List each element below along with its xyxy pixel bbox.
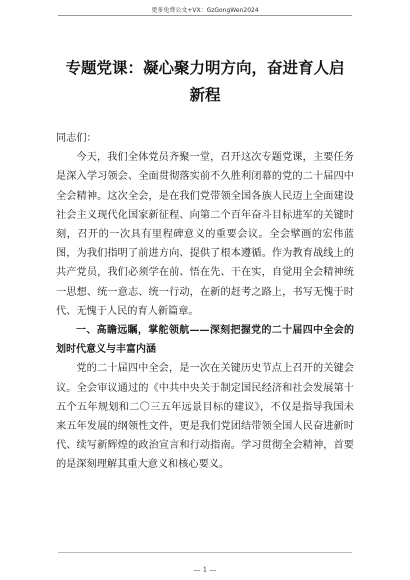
- header-divider: [58, 15, 352, 16]
- page-number: — 1 —: [193, 566, 217, 574]
- section-paragraph: 党的二十届四中全会，是一次在关键历史节点上召开的关键会议。全会审议通过的《中共中央关于制定国民经济和社会发展第十五个五年规划和二〇三五年远景目标的建议》，不仅是指导我国未来五年发展的纲领性文件，更是我们党团结带领全国人民奋进新时代、续写新辉煌的政治宣言和行动指南。学习贯彻全会精神，首要的是深刻理解其重大意义和核心要义。: [56, 363, 354, 471]
- document-body: [56, 129, 354, 475]
- body-paragraph: 今天，我们全体党员齐聚一堂，召开这次专题党课，主要任务是深入学习领会、全面贯彻落实前不久胜利闭幕的党的二十届四中全会精神。这次全会，是在我们党带领全国各族人民迈上全面建设社会主义现代化国家新征程、向第二个百年奋斗目标进军的关键时刻，召开的一次具有里程碑意义的重要会议。全会擘画的宏伟蓝图，为我们指明了前进方向、提供了根本遵循。作为教育战线上的共产党员，我们必须学在前、悟在先、干在实，自觉用全会精神统一思想、统一意志、统一行动，在新的赶考之路上，书写无愧于时代、无愧于人民的育人新篇章。: [56, 152, 354, 317]
- salutation: 同志们：: [56, 133, 97, 144]
- header-watermark: 更多免费公文+VX：GzGongWen2024: [151, 7, 259, 14]
- section-heading: 一、高瞻远瞩，掌舵领航——深刻把握党的二十届四中全会的划时代意义与丰富内涵: [56, 325, 354, 356]
- title-line-2: 新程: [189, 86, 221, 104]
- title-line-1: 专题党课：凝心聚力明方向，奋进育人启: [65, 59, 345, 77]
- document-title: [56, 55, 354, 109]
- footer-divider: [58, 552, 352, 553]
